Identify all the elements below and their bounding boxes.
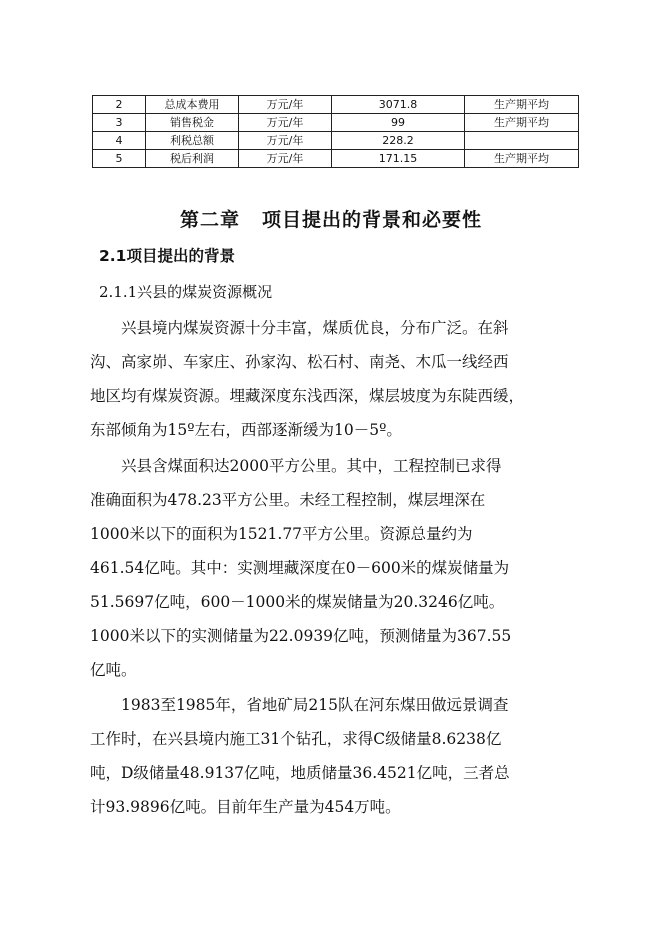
paragraph-line: 准确面积为478.23平方公里。未经工程控制，煤层埋深在 xyxy=(90,491,486,509)
chapter-number: 第二章 xyxy=(179,209,240,231)
item-name-cell: 税后利润 xyxy=(146,150,239,168)
note-cell: 生产期平均 xyxy=(465,114,579,132)
value-cell: 228.2 xyxy=(332,132,465,150)
summary-table-wrapper xyxy=(92,95,575,168)
paragraph-line: 吨，D级储量48.9137亿吨，地质储量36.4521亿吨，三者总 xyxy=(90,764,510,782)
row-number-cell: 3 xyxy=(93,114,146,132)
paragraph-line: 沟、高家峁、车家庄、孙家沟、松石村、南尧、木瓜一线经西 xyxy=(90,353,509,371)
paragraph-line: 工作时，在兴县境内施工31个钻孔，求得C级储量8.6238亿 xyxy=(90,730,502,748)
unit-cell: 万元/年 xyxy=(239,132,332,150)
paragraph-line: 地区均有煤炭资源。埋藏深度东浅西深，煤层坡度为东陡西缓， xyxy=(90,387,525,405)
paragraph-line: 计93.9896亿吨。目前年生产量为454万吨。 xyxy=(90,798,401,816)
note-cell: 生产期平均 xyxy=(465,150,579,168)
value-cell: 171.15 xyxy=(332,150,465,168)
item-name-cell: 利税总额 xyxy=(146,132,239,150)
chapter-title: 项目提出的背景和必要性 xyxy=(262,209,483,231)
paragraph-line: 461.54亿吨。其中：实测埋藏深度在0－600米的煤炭储量为 xyxy=(90,559,510,577)
section-heading: 2.1项目提出的背景 xyxy=(99,247,235,265)
chapter-heading xyxy=(0,205,662,232)
unit-cell: 万元/年 xyxy=(239,96,332,114)
table-row xyxy=(93,96,579,114)
paragraph-line: 东部倾角为15º左右，西部逐渐缓为10－5º。 xyxy=(90,421,402,439)
value-cell: 3071.8 xyxy=(332,96,465,114)
paragraph-2 xyxy=(90,449,580,687)
paragraph-line: 1983至1985年，省地矿局215队在河东煤田做远景调查 xyxy=(121,696,509,714)
row-number-cell: 4 xyxy=(93,132,146,150)
note-cell xyxy=(465,132,579,150)
paragraph-line: 兴县含煤面积达2000平方公里。其中，工程控制已求得 xyxy=(121,457,502,475)
unit-cell: 万元/年 xyxy=(239,114,332,132)
row-number-cell: 2 xyxy=(93,96,146,114)
table-row xyxy=(93,132,579,150)
paragraph-line: 亿吨。 xyxy=(90,661,137,679)
paragraph-3 xyxy=(90,688,580,824)
paragraph-line: 51.5697亿吨，600－1000米的煤炭储量为20.3246亿吨。 xyxy=(90,593,505,611)
value-cell: 99 xyxy=(332,114,465,132)
table-row xyxy=(93,114,579,132)
paragraph-line: 1000米以下的面积为1521.77平方公里。资源总量约为 xyxy=(90,525,473,543)
subsection-heading: 2.1.1兴县的煤炭资源概况 xyxy=(99,283,273,301)
item-name-cell: 销售税金 xyxy=(146,114,239,132)
item-name-cell: 总成本费用 xyxy=(146,96,239,114)
summary-table xyxy=(92,95,579,168)
paragraph-line: 1000米以下的实测储量为22.0939亿吨，预测储量为367.55 xyxy=(90,627,512,645)
note-cell: 生产期平均 xyxy=(465,96,579,114)
unit-cell: 万元/年 xyxy=(239,150,332,168)
table-row xyxy=(93,150,579,168)
paragraph-line: 兴县境内煤炭资源十分丰富，煤质优良，分布广泛。在斜 xyxy=(121,319,509,337)
paragraph-1 xyxy=(90,311,580,447)
row-number-cell: 5 xyxy=(93,150,146,168)
